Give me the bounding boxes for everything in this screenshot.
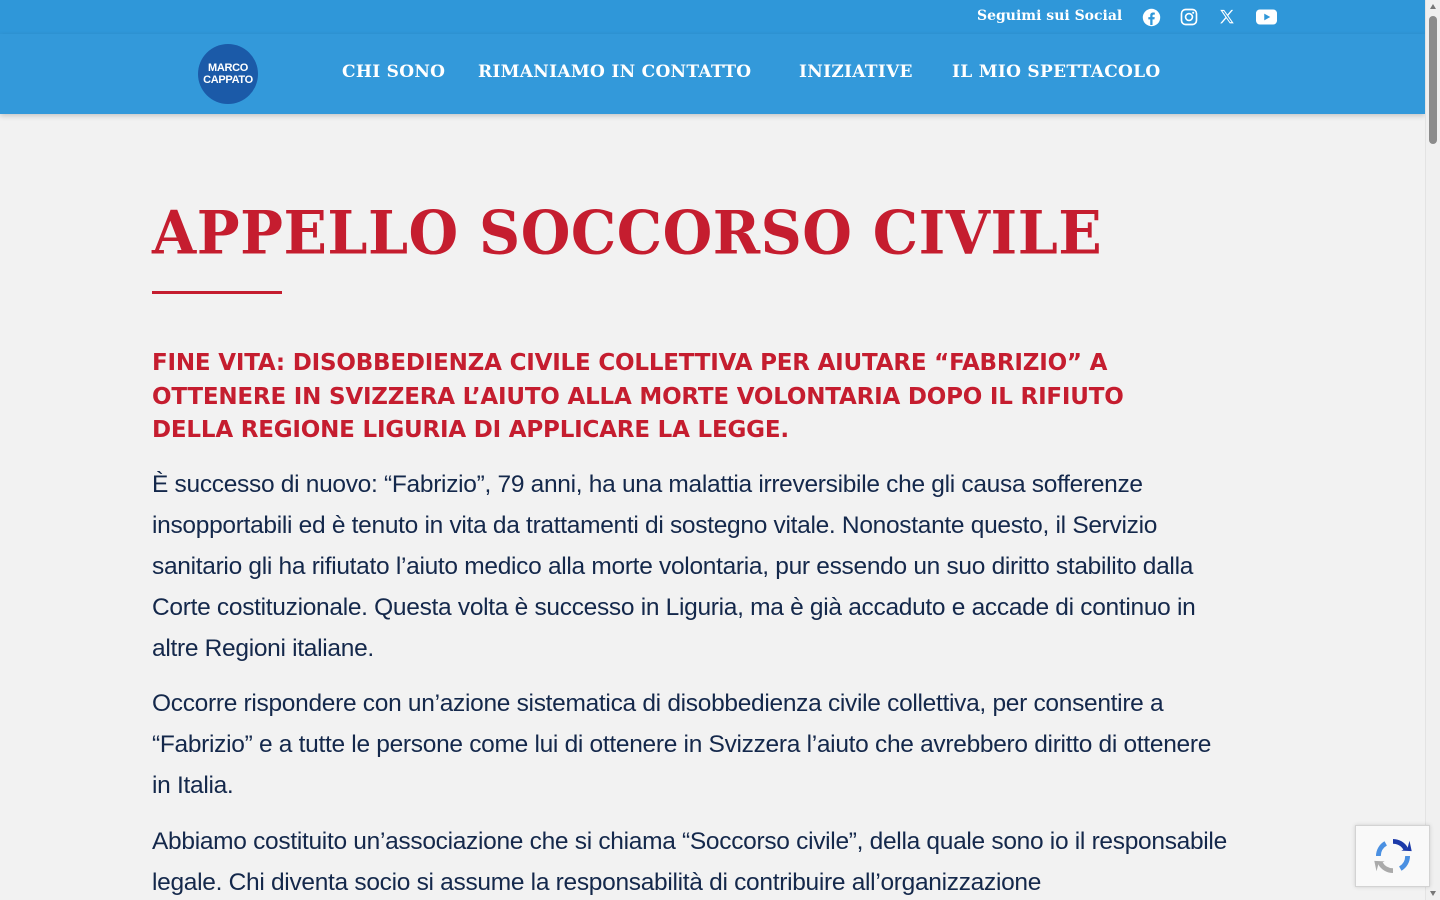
article-subheading: FINE VITA: DISOBBEDIENZA CIVILE COLLETTIVA PER AIUTARE “FABRIZIO” A OTTENERE IN SVIZZERA L’AIUTO ALLA MORTE VOLONTARIA DOPO IL RIFIUTO DELLA REGIONE LIGURIA DI APPLICARE LA LEGGE. [152, 350, 1124, 443]
article-paragraph: Abbiamo costituito un’associazione che si chiama “Soccorso civile”, della quale sono io il responsabile legale. Chi diventa socio si assume la responsabilità di contribuire all’organizzazione [152, 828, 1227, 896]
social-label: Seguimi sui Social [977, 8, 1123, 24]
instagram-icon[interactable] [1179, 7, 1199, 27]
page-scrollbar[interactable] [1425, 0, 1440, 900]
youtube-icon[interactable] [1255, 7, 1277, 27]
scroll-down-arrow-icon[interactable] [1430, 891, 1436, 896]
article-paragraph: Occorre rispondere con un’azione sistematica di disobbedienza civile collettiva, per consentire a “Fabrizio” e a tutte le persone come lui di ottenere in Svizzera l’aiuto che avrebbero diritto di ottenere in Italia. [152, 690, 1212, 799]
scroll-up-arrow-icon[interactable] [1430, 4, 1436, 9]
article-paragraph: È successo di nuovo: “Fabrizio”, 79 anni, ha una malattia irreversibile che gli causa sofferenze insopportabili ed è tenuto in vita da trattamenti di sostegno vitale. Nonostante questo, il Servizio sanitario gli ha rifiutato l’aiuto medico alla morte volontaria, pur essendo un suo diritto stabilito dalla Corte costituzionale. Questa volta è successo in Liguria, ma è già accaduto e accade di continuo in altre Regioni italiane. [152, 471, 1196, 662]
facebook-icon[interactable] [1141, 7, 1161, 27]
logo-line-2: CAPPATO [203, 74, 253, 86]
top-social-bar [0, 0, 1425, 34]
nav-il-mio-spettacolo[interactable]: IL MIO SPETTACOLO [952, 62, 1161, 82]
title-underline [152, 291, 282, 294]
nav-chi-sono[interactable]: CHI SONO [342, 62, 446, 82]
main-navbar [0, 34, 1425, 114]
scrollbar-thumb[interactable] [1429, 16, 1437, 144]
page-title: APPELLO SOCCORSO CIVILE [152, 198, 1103, 269]
nav-rimaniamo-in-contatto[interactable]: RIMANIAMO IN CONTATTO [478, 62, 752, 82]
recaptcha-badge[interactable] [1355, 825, 1430, 887]
recaptcha-icon [1372, 835, 1414, 877]
logo-line-1: MARCO [207, 62, 249, 74]
site-logo[interactable] [198, 44, 258, 104]
nav-iniziative[interactable]: INIZIATIVE [799, 62, 913, 82]
x-icon[interactable] [1217, 7, 1237, 27]
